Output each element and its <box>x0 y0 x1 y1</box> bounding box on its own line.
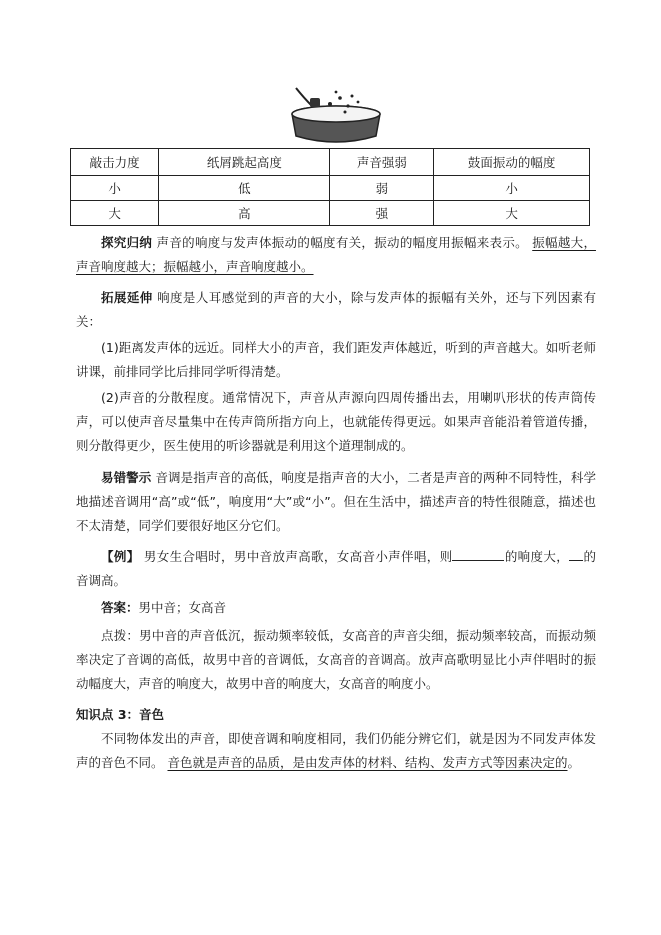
extension-label: 拓展延伸 <box>101 290 153 305</box>
extension-item-2: (2)声音的分散程度。通常情况下，声音从声源向四周传播出去，用喇叭形状的传声筒传声，可以使声音尽量集中在传声筒所指方向上，也就能传得更远。如果声音能沿着管道传播，则分散得更少，医生使用的听诊器就是利用这个道理制成的。 <box>76 390 596 453</box>
summary-label: 探究归纳 <box>101 235 153 250</box>
table-header-cell: 声音强弱 <box>330 149 434 176</box>
answer-blank-1 <box>452 546 504 561</box>
experiment-table <box>70 148 590 226</box>
hint-label: 点拨： <box>101 628 140 643</box>
section3-paragraph <box>76 727 596 775</box>
table-header-row <box>71 149 590 176</box>
example-label: 【例】 <box>101 549 140 564</box>
table-cell: 大 <box>71 201 159 226</box>
table-cell: 高 <box>159 201 330 226</box>
example-text-a: 男女生合唱时，男中音放声高歌，女高音小声伴唱，则 <box>143 549 453 564</box>
warning-text: 音调是指声音的高低，响度是指声音的大小，二者是声音的两种不同特性，科学地描述音调用“高”或“低”，响度用“大”或“小”。但在生活中，描述声音的特性很随意，描述也不太清楚，同学们要很好地区分它们。 <box>76 470 596 533</box>
drum-illustration <box>290 84 382 144</box>
summary-text: 声音的响度与发声体振动的幅度有关，振动的幅度用振幅来表示。 <box>156 235 528 250</box>
table-cell: 小 <box>434 176 590 201</box>
table-row <box>71 176 590 201</box>
table-cell: 大 <box>434 201 590 226</box>
table-header-cell: 纸屑跳起高度 <box>159 149 330 176</box>
table-cell: 小 <box>71 176 159 201</box>
section3-text: 不同物体发出的声音，即使音调和响度相同，我们仍能分辨它们，就是因为不同发声体发声的音色不同。 <box>76 731 596 770</box>
example-paragraph <box>76 545 596 593</box>
extension-item-1: (1)距离发声体的远近。同样大小的声音，我们距发声体越近，听到的声音越大。如听老师讲课，前排同学比后排同学听得清楚。 <box>76 340 596 379</box>
answer-line <box>76 596 596 620</box>
warning-label: 易错警示 <box>101 470 152 485</box>
section3-underlined: 音色就是声音的品质，是由发声体的材料、结构、发声方式等因素决定的 <box>167 755 568 770</box>
answer-label: 答案： <box>101 600 139 615</box>
summary-underlined: 振幅越大，声音响度越大；振幅越小，声音响度越小。 <box>76 235 596 274</box>
example-text-b: 的响度大， <box>504 549 570 564</box>
extension-paragraph <box>76 286 596 334</box>
table-cell: 强 <box>330 201 434 226</box>
answer-blank-2 <box>569 546 583 561</box>
section3-end: 。 <box>567 755 581 770</box>
section-title: 知识点 3：音色 <box>76 707 165 722</box>
summary-paragraph <box>76 231 596 279</box>
answer-text: 男中音；女高音 <box>138 600 227 615</box>
extension-text: 响度是人耳感觉到的声音的大小，除与发声体的振幅有关外，还与下列因素有关： <box>76 290 596 329</box>
hint-paragraph <box>76 624 596 696</box>
table-header-cell: 敲击力度 <box>71 149 159 176</box>
table-row <box>71 201 590 226</box>
table-header-cell: 鼓面振动的幅度 <box>434 149 590 176</box>
table-cell: 弱 <box>330 176 434 201</box>
example-text-c: 的音调高。 <box>76 549 596 588</box>
table-cell: 低 <box>159 176 330 201</box>
warning-paragraph <box>76 466 596 538</box>
hint-text: 男中音的声音低沉，振动频率较低，女高音的声音尖细，振动频率较高，而振动频率决定了音调的高低，故男中音的音调低，女高音的音调高。放声高歌明显比小声伴唱时的振动幅度大，声音的响度大，故男中音的响度大，女高音的响度小。 <box>76 628 596 691</box>
